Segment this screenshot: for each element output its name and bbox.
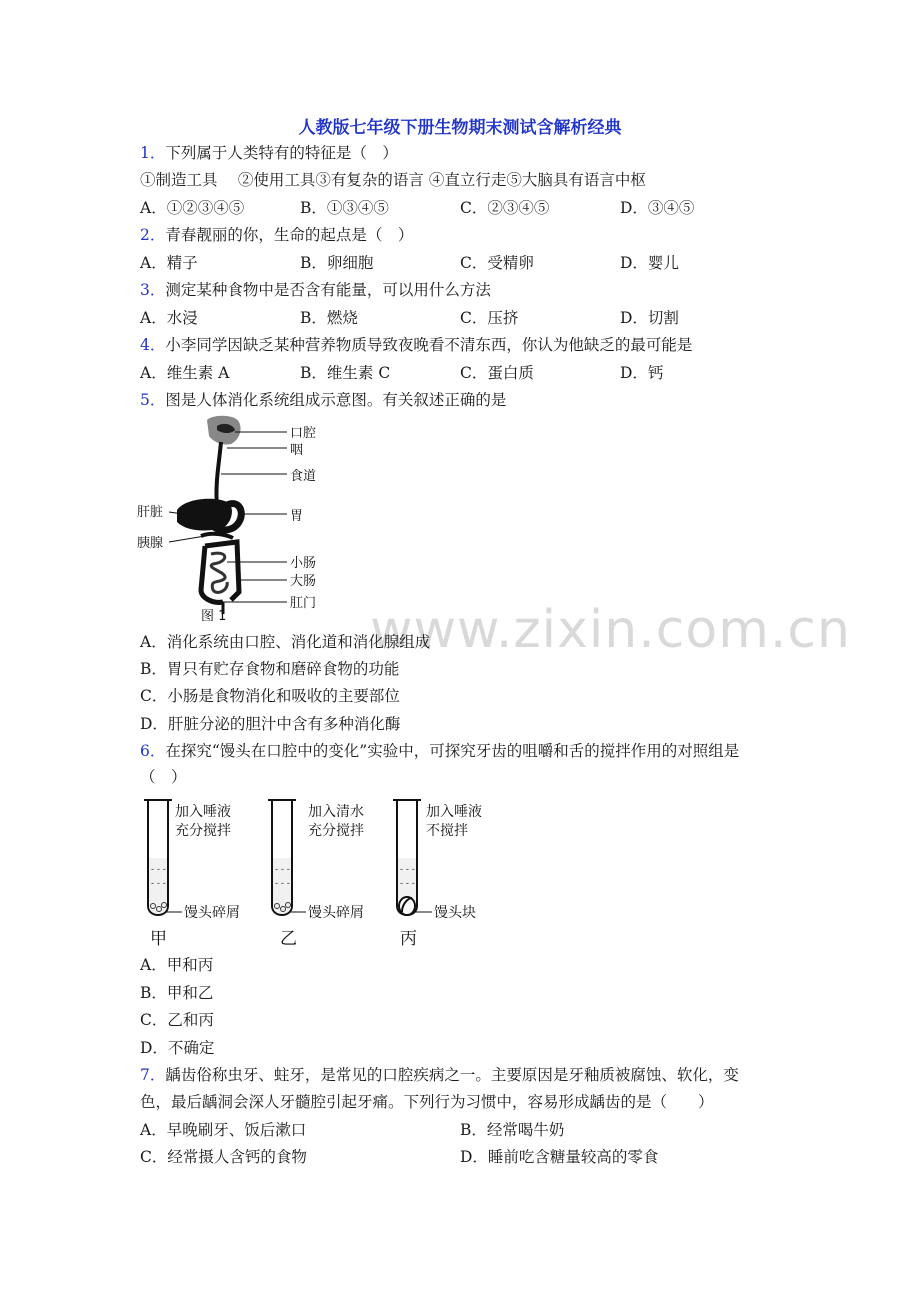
tube-yi-line2: 充分搅拌 <box>308 823 364 839</box>
liquid-marks: - - - <box>275 865 290 875</box>
question-text: 小李同学因缺乏某种营养物质导致夜晚看不清东西，你认为他缺乏的最可能是 <box>165 336 693 354</box>
question-number: 5． <box>140 391 166 409</box>
label-anus: 肛门 <box>290 596 317 611</box>
q1-option-b: B．①③④⑤ <box>300 199 389 217</box>
page-title: 人教版七年级下册生物期末测试含解析经典 <box>298 118 622 138</box>
label-pharynx: 咽 <box>290 443 304 458</box>
tube-jia-name: 甲 <box>150 929 167 949</box>
liquid-marks: - - - <box>400 879 415 889</box>
question-text: 在探究“馒头在口腔中的变化”实验中，可探究牙齿的咀嚼和舌的搅拌作用的对照组是 <box>165 742 740 760</box>
question-text: 图是人体消化系统组成示意图。有关叙述正确的是 <box>165 391 507 409</box>
q1-option-a: A．①②③④⑤ <box>140 199 245 217</box>
tube-yi-content: 馒头碎屑 <box>308 905 364 921</box>
q3-option-c: C．压挤 <box>460 309 519 327</box>
q3-option-a: A．水浸 <box>140 309 198 327</box>
tube-yi <box>268 800 364 949</box>
question-text: 测定某种食物中是否含有能量，可以用什么方法 <box>165 281 491 299</box>
question-number: 6． <box>140 742 166 760</box>
figure-caption: 图 1 <box>201 609 227 624</box>
question-4-stem <box>140 335 692 355</box>
question-6-stem-cont: （ ） <box>140 768 187 786</box>
question-1-items: ①制造工具 ②使用工具③有复杂的语言 ④直立行走⑤大脑具有语言中枢 <box>140 171 646 189</box>
q5-option-b: B．胃只有贮存食物和磨碎食物的功能 <box>140 660 400 678</box>
label-stomach: 胃 <box>290 509 304 524</box>
q6-option-d: D．不确定 <box>140 1039 215 1057</box>
question-2-stem <box>140 225 413 245</box>
label-mouth: 口腔 <box>290 426 317 441</box>
question-7-stem <box>140 1065 739 1085</box>
q4-option-c: C．蛋白质 <box>460 364 534 382</box>
q7-option-b: B．经常喝牛奶 <box>460 1121 565 1139</box>
question-number: 2． <box>140 226 166 244</box>
q7-option-d: D．睡前吃含糖量较高的零食 <box>460 1148 659 1166</box>
question-number: 7． <box>140 1066 166 1084</box>
q6-option-c: C．乙和丙 <box>140 1011 214 1029</box>
pancreas-shape <box>201 534 233 538</box>
liquid-marks: - - - <box>151 879 166 889</box>
leader-line <box>169 536 205 542</box>
question-number: 4． <box>140 336 166 354</box>
q1-option-d: D．③④⑤ <box>620 199 695 217</box>
question-text: 青春靓丽的你，生命的起点是（ ） <box>165 226 414 244</box>
tube-yi-line1: 加入清水 <box>308 804 364 820</box>
tube-jia-line2: 充分搅拌 <box>175 823 231 839</box>
tube-bing-line2: 不搅拌 <box>426 823 468 839</box>
question-7-stem-cont: 色，最后龋洞会深人牙髓腔引起牙痛。下列行为习惯中，容易形成龋齿的是（ ） <box>140 1093 714 1111</box>
q1-option-c: C．②③④⑤ <box>460 199 550 217</box>
esophagus-shape <box>216 442 221 506</box>
q2-option-c: C．受精卵 <box>460 254 534 272</box>
liquid-marks: - - - <box>400 865 415 875</box>
q4-option-d: D．钙 <box>620 364 664 382</box>
label-pancreas: 胰腺 <box>137 536 164 551</box>
label-liver: 肝脏 <box>137 505 164 520</box>
q2-option-a: A．精子 <box>140 254 198 272</box>
q5-option-a: A．消化系统由口腔、消化道和消化腺组成 <box>140 633 431 651</box>
q4-option-a: A．维生素 A <box>140 364 230 382</box>
digestive-system-figure <box>135 414 345 624</box>
question-1-stem <box>140 143 398 163</box>
watermark: www.zixin.com.cn <box>370 600 851 660</box>
q2-option-b: B．卵细胞 <box>300 254 374 272</box>
q5-option-c: C．小肠是食物消化和吸收的主要部位 <box>140 687 400 705</box>
q7-option-a: A．早晚刷牙、饭后漱口 <box>140 1121 307 1139</box>
tube-bing-content: 馒头块 <box>434 905 476 921</box>
tube-jia-content: 馒头碎屑 <box>184 905 240 921</box>
question-5-stem <box>140 390 506 410</box>
question-number: 3． <box>140 281 166 299</box>
q2-option-d: D．婴儿 <box>620 254 679 272</box>
q7-option-c: C．经常摄人含钙的食物 <box>140 1148 307 1166</box>
liquid-marks: - - - <box>275 879 290 889</box>
tube-yi-name: 乙 <box>280 929 297 949</box>
tube-bing <box>393 800 482 949</box>
q6-option-b: B．甲和乙 <box>140 984 214 1002</box>
label-large-intestine: 大肠 <box>290 574 317 589</box>
question-text: 下列属于人类特有的特征是（ ） <box>165 144 398 162</box>
question-3-stem <box>140 280 491 300</box>
small-intestine-shape <box>211 553 227 592</box>
q4-option-b: B．维生素 C <box>300 364 391 382</box>
q3-option-d: D．切割 <box>620 309 679 327</box>
tube-jia-line1: 加入唾液 <box>175 804 231 820</box>
q3-option-b: B．燃烧 <box>300 309 358 327</box>
q6-option-a: A．甲和丙 <box>140 956 214 974</box>
tube-bing-line1: 加入唾液 <box>426 804 482 820</box>
test-tubes-figure <box>140 794 500 950</box>
question-number: 1． <box>140 144 166 162</box>
q5-option-d: D．肝脏分泌的胆汁中含有多种消化酶 <box>140 715 401 733</box>
label-esophagus: 食道 <box>290 469 317 484</box>
tube-bing-name: 丙 <box>400 929 417 949</box>
liquid-marks: - - - <box>151 865 166 875</box>
tube-jia <box>144 800 240 949</box>
label-small-intestine: 小肠 <box>290 556 317 571</box>
question-text: 龋齿俗称虫牙、蛀牙，是常见的口腔疾病之一。主要原因是牙釉质被腐蚀、软化，变 <box>165 1066 739 1084</box>
question-6-stem <box>140 741 739 761</box>
